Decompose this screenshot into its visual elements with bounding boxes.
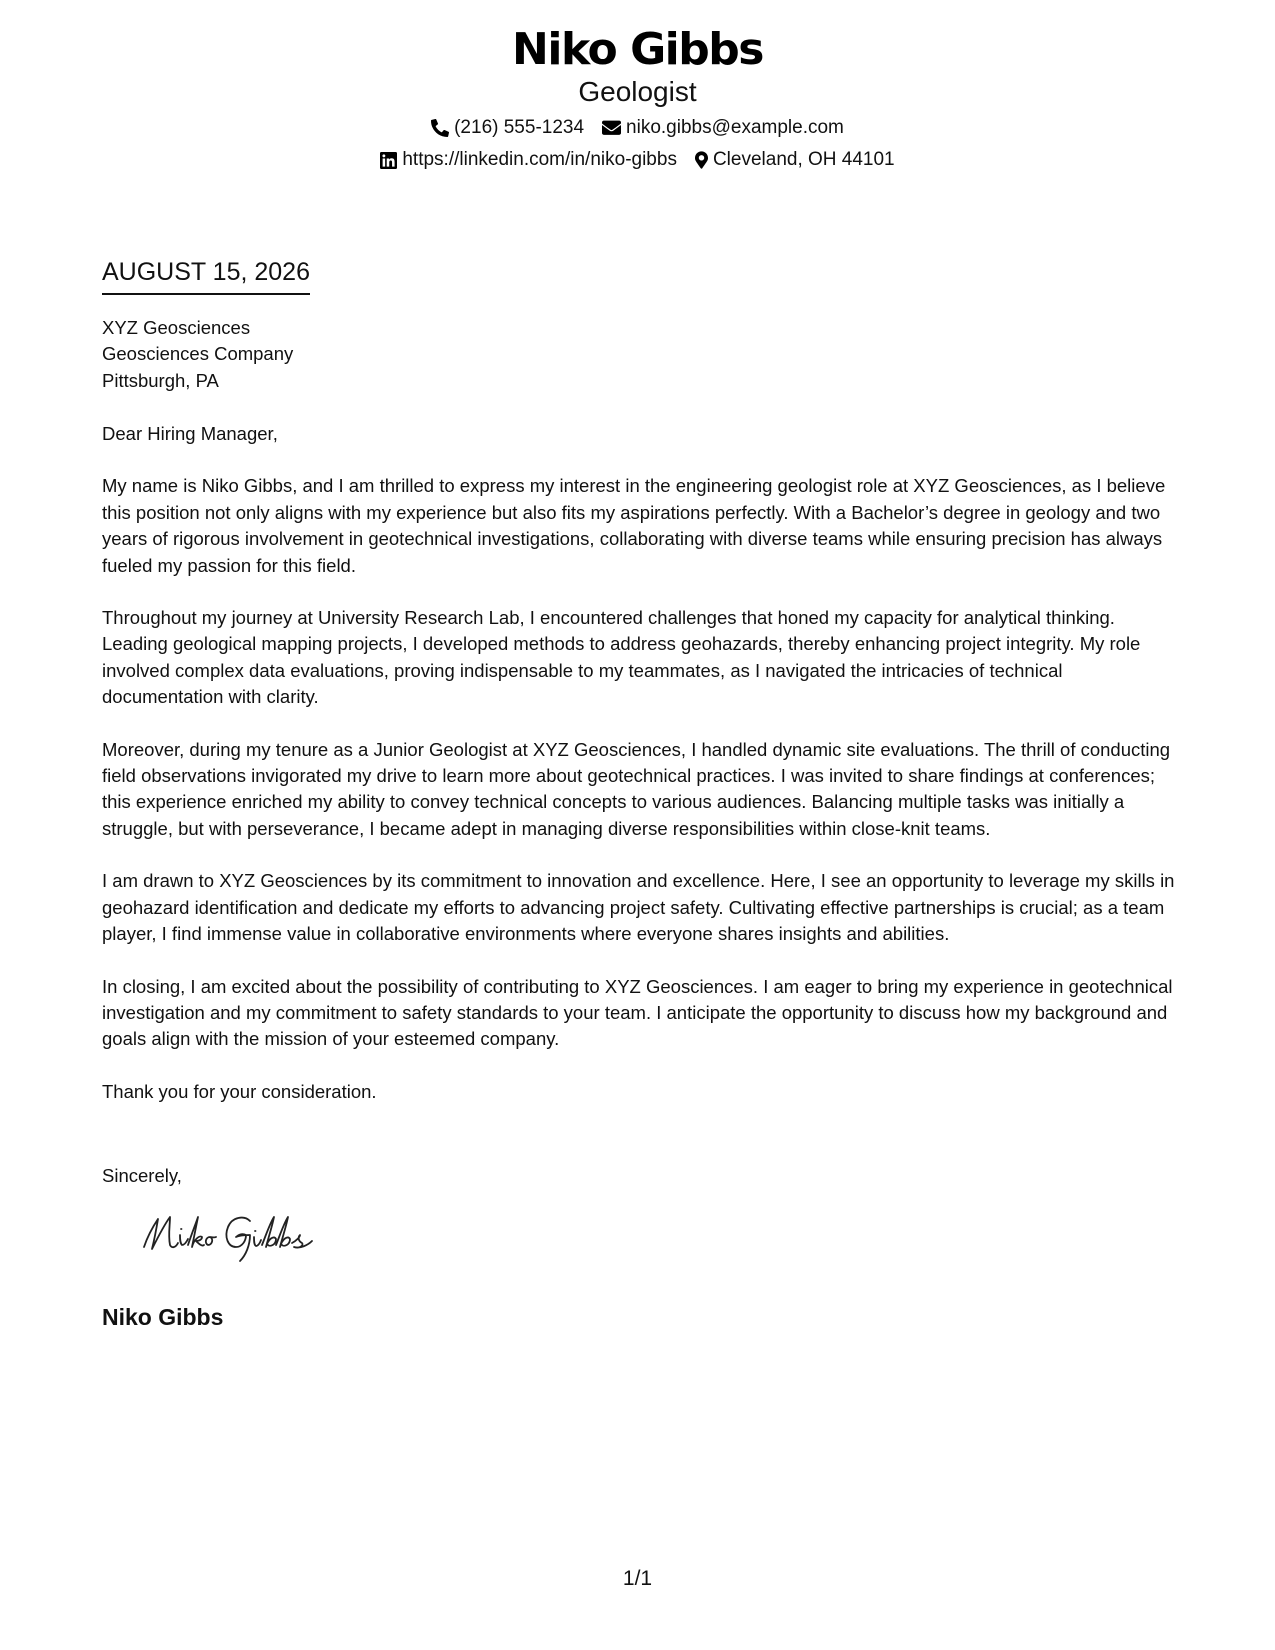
salutation: Dear Hiring Manager, bbox=[102, 423, 278, 444]
recipient-block bbox=[102, 315, 293, 394]
closing: Sincerely, bbox=[102, 1165, 182, 1186]
signed-name: Niko Gibbs bbox=[102, 1304, 224, 1330]
contact-row-secondary bbox=[0, 148, 1275, 172]
body-paragraph-3: Moreover, during my tenure as a Junior Geologist at XYZ Geosciences, I handled dynamic site evaluations. The thrill of conducting field observations invigorated my drive to learn more about geotechnical practices. I was invited to share findings at conferences; this experience enriched my ability to convey technical concepts to various audiences. Balancing multiple tasks was initially a struggle, but with perseverance, I became adept in managing diverse responsibilities within close-knit teams. bbox=[102, 738, 1171, 839]
body-paragraph-1: My name is Niko Gibbs, and I am thrilled to express my interest in the engineering geologist role at XYZ Geosciences, as I believe this position not only aligns with my experience but also fits my aspirations perfectly. With a Bachelor’s degree in geology and two years of rigorous involvement in geotechnical investigations, collaborating with diverse teams while ensuring precision has always fueled my passion for this field. bbox=[102, 475, 1166, 576]
thank-you-line: Thank you for your consideration. bbox=[102, 1080, 377, 1102]
linkedin-icon bbox=[380, 152, 397, 169]
map-marker-icon bbox=[695, 151, 708, 169]
recipient-company: XYZ Geosciences bbox=[102, 317, 251, 338]
handwritten-signature bbox=[140, 1205, 330, 1265]
recipient-city: Pittsburgh, PA bbox=[102, 369, 219, 391]
letter-header bbox=[0, 22, 1275, 172]
envelope-icon bbox=[602, 120, 621, 136]
email-link[interactable]: niko.gibbs@example.com bbox=[626, 117, 844, 138]
location-text: Cleveland, OH 44101 bbox=[712, 149, 895, 170]
phone-text: (216) 555-1234 bbox=[454, 117, 585, 138]
phone-icon bbox=[431, 119, 449, 137]
contact-row-primary bbox=[0, 116, 1275, 140]
body-paragraph-2: Throughout my journey at University Research Lab, I encountered challenges that honed my capacity for analytical thinking. Leading geological mapping projects, I developed methods to address geohazards, thereby enhancing project integrity. My role involved complex data evaluations, proving indispensable to my teammates, as I navigated the intricacies of technical documentation with clarity. bbox=[102, 607, 1141, 708]
page-number: 1/1 bbox=[622, 1567, 653, 1590]
applicant-name: Niko Gibbs bbox=[512, 24, 763, 75]
contact-location bbox=[695, 148, 895, 172]
body-paragraph-5: In closing, I am excited about the possibility of contributing to XYZ Geosciences. I am eager to bring my experience in geotechnical investigation and my commitment to safety standards to your team. I anticipate the opportunity to discuss how my background and goals align with the mission of your esteemed company. bbox=[102, 975, 1173, 1050]
contact-phone bbox=[431, 116, 584, 140]
letter-date: AUGUST 15, 2026 bbox=[102, 257, 310, 295]
letter-body bbox=[102, 421, 1182, 1131]
body-paragraph-4: I am drawn to XYZ Geosciences by its commitment to innovation and excellence. Here, I see an opportunity to leverage my skills in geohazard identification and dedicate my efforts to advancing project safety. Cultivating effective partnerships is crucial; as a team player, I find immense value in collaborative environments where everyone shares insights and abilities. bbox=[102, 870, 1175, 945]
applicant-role: Geologist bbox=[578, 76, 697, 107]
contact-linkedin bbox=[380, 148, 677, 172]
contact-email bbox=[602, 116, 844, 140]
recipient-line2: Geosciences Company bbox=[102, 343, 294, 365]
linkedin-link[interactable]: https://linkedin.com/in/niko-gibbs bbox=[402, 149, 677, 170]
